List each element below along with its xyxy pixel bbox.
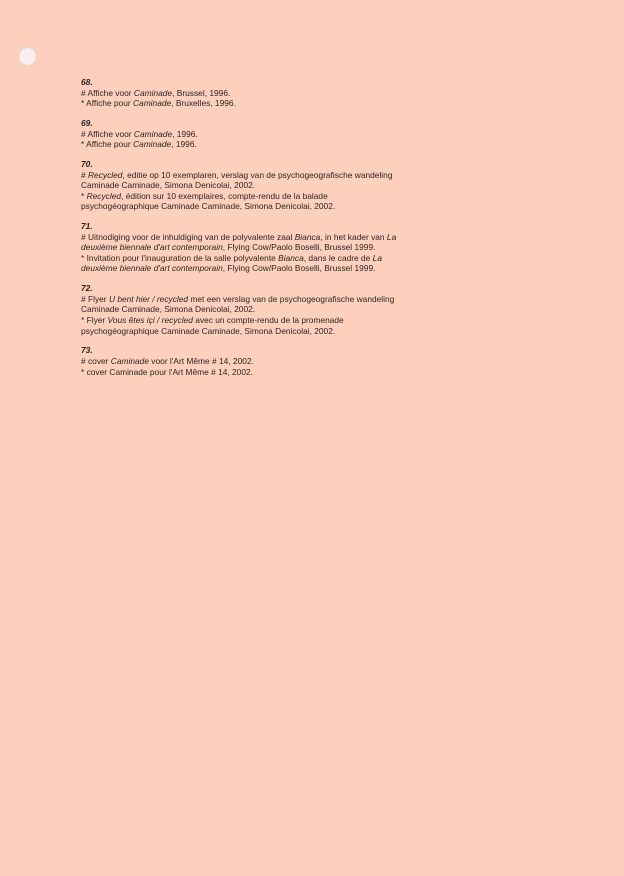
entry-text: , 1996. bbox=[171, 139, 197, 150]
entry-text: , in het kader van bbox=[320, 231, 387, 242]
entry-text: # Affiche voor bbox=[81, 128, 134, 139]
entry-number: 72. bbox=[81, 283, 93, 294]
italic-title-text: Recycled bbox=[88, 169, 123, 180]
entry-line bbox=[81, 263, 441, 274]
entry-line bbox=[81, 294, 441, 305]
entry-text: , édition sur 10 exemplaires, compte-rendu de la balade bbox=[121, 190, 328, 201]
italic-title-text: deuxième biennale d'art contemporain bbox=[81, 263, 223, 274]
italic-title-text: Caminade bbox=[133, 87, 173, 98]
entry-text: , Brussel, 1996. bbox=[172, 87, 231, 98]
entry-line bbox=[81, 139, 441, 150]
entry-line bbox=[81, 201, 441, 212]
italic-title-text: Caminade bbox=[133, 139, 172, 150]
entry-line bbox=[81, 356, 441, 367]
entry-line bbox=[81, 129, 441, 140]
entry-text: # Uitnodiging voor de inhuldiging van de polyvalente zaal bbox=[81, 231, 295, 242]
italic-title-text: Vous êtes içi / recycled bbox=[107, 315, 193, 326]
entry-text: , Bruxelles, 1996. bbox=[171, 98, 236, 109]
entry-text: * Invitation pour l'inauguration de la salle polyvalente bbox=[81, 252, 279, 263]
entry-text: met een verslag van de psychogeografische wandeling bbox=[188, 293, 395, 304]
entry-text: # Flyer bbox=[81, 293, 109, 304]
italic-title-text: deuxième biennale d'art contemporain bbox=[81, 242, 223, 253]
entry-text: # cover bbox=[81, 356, 111, 366]
entry-number: 70. bbox=[81, 158, 93, 169]
entry-number: 73. bbox=[81, 345, 93, 356]
entry-text: , Flying Cow/Paolo Boselli, Brussel 1999. bbox=[222, 242, 376, 253]
entry-line bbox=[81, 315, 441, 326]
entry-text: # bbox=[81, 169, 88, 180]
catalogue-entry bbox=[81, 77, 441, 109]
entry-text: * Affiche pour bbox=[81, 139, 133, 150]
entry-line bbox=[81, 304, 441, 315]
entry-text: * bbox=[81, 190, 87, 201]
entry-line bbox=[81, 180, 441, 191]
entry-text: Caminade Caminade, Simona Denicolai, 2002. bbox=[81, 180, 256, 191]
catalogue-entry bbox=[81, 159, 441, 212]
entry-text: avec un compte-rendu de la promenade bbox=[192, 315, 344, 326]
entry-line bbox=[81, 191, 441, 202]
entry-line bbox=[81, 326, 441, 337]
entry-text: voor l'Art Même # 14, 2002. bbox=[148, 356, 254, 366]
entry-line bbox=[81, 253, 441, 264]
entry-text: , 1996. bbox=[172, 128, 198, 139]
entry-text: * Flyer bbox=[81, 315, 108, 326]
entry-number: 71. bbox=[81, 221, 93, 232]
italic-title-text: Bianca bbox=[294, 231, 321, 242]
entry-line bbox=[81, 242, 441, 253]
catalogue-entry bbox=[81, 283, 441, 336]
entry-text: , editie op 10 exemplaren, verslag van de psychogeografische wandeling bbox=[122, 169, 393, 180]
entry-line bbox=[81, 98, 441, 109]
italic-title-text: La bbox=[372, 252, 382, 263]
entry-text: , Flying Cow/Paolo Boselli, Brussel 1999. bbox=[222, 263, 376, 274]
italic-title-text: U bent hier / recycled bbox=[108, 293, 189, 304]
entry-text: * Affiche pour bbox=[81, 98, 133, 109]
italic-title-text: Recycled bbox=[86, 190, 122, 201]
entry-text: # Affiche voor bbox=[81, 87, 134, 98]
entry-line bbox=[81, 88, 441, 99]
italic-title-text: Caminade bbox=[133, 98, 172, 109]
punch-hole bbox=[19, 47, 36, 65]
catalogue-entry bbox=[81, 345, 441, 377]
entry-number: 68. bbox=[81, 77, 93, 87]
entry-text: Caminade Caminade, Simona Denicolai, 2002. bbox=[81, 304, 256, 315]
italic-title-text: Caminade bbox=[133, 128, 173, 139]
catalogue-list bbox=[81, 77, 441, 386]
italic-title-text: Caminade bbox=[110, 356, 149, 366]
entry-text: , dans le cadre de bbox=[303, 252, 373, 263]
entry-text: psychogéographique Caminade Caminade, Simona Denicolai, 2002. bbox=[81, 201, 336, 212]
entry-text: * cover Caminade pour l'Art Même # 14, 2002. bbox=[81, 366, 253, 377]
catalogue-entry bbox=[81, 118, 441, 150]
entry-line bbox=[81, 232, 441, 243]
entry-line bbox=[81, 367, 441, 378]
entry-text: psychogéographique Caminade Caminade, Simona Denicolai, 2002. bbox=[81, 325, 336, 336]
italic-title-text: Bianca bbox=[278, 252, 304, 263]
italic-title-text: La bbox=[386, 231, 397, 242]
entry-line bbox=[81, 170, 441, 181]
entry-number: 69. bbox=[81, 117, 93, 128]
catalogue-entry bbox=[81, 221, 441, 274]
